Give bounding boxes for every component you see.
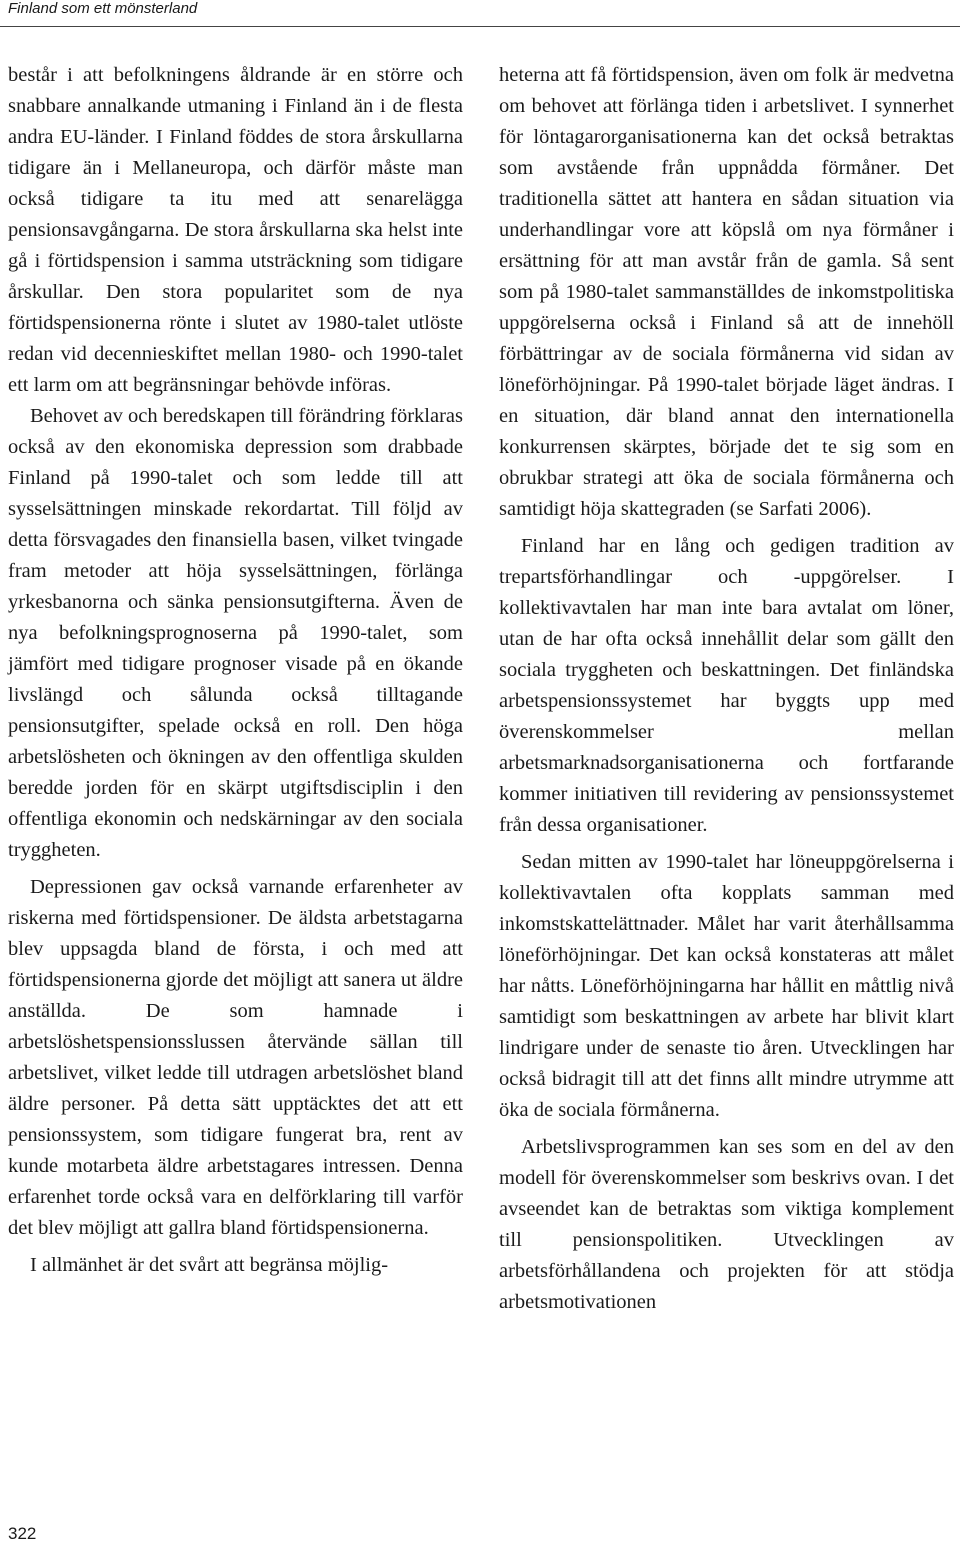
left-paragraph-4: I allmänhet är det svårt att begränsa möjlig- [30, 1254, 389, 1276]
right-paragraph-3: Sedan mitten av 1990-talet har löneuppgörelserna i kollektivavtalen ofta kopplats samman med inkomstskattelättnader. Målet har varit återhållsamma löneförhöjningar. Det kan också konstateras att målet har nåtts. Löneförhöjningarna har hållit en måttlig nivå samtidigt som beskattningen av arbete har blivit klart lindrigare under de senaste tio åren. Utvecklingen har också bidragit till att det finns allt mindre utrymme att öka de sociala förmånerna. [499, 851, 954, 1121]
left-column [8, 60, 463, 1281]
left-paragraph-3: Depressionen gav också varnande erfarenheter av riskerna med förtidspensioner. De äldsta arbetstagarna blev uppsagda bland de första, i och med att förtidspensionerna gjorde det möjligt att sanera ut äldre anställda. De som hamnade i arbetslöshetspensionsslussen återvände sällan till arbetslivet, vilket ledde till utdragen arbetslöshet bland äldre personer. På detta sätt upptäcktes det att ett pensionssystem, som tidigare fungerat bra, rent av kunde motarbeta äldre arbetstagares intressen. Denna erfarenhet torde också vara en delförklaring till varför det blev möjligt att gallra bland förtidspensionerna. [8, 876, 463, 1239]
page-number: 322 [8, 1524, 37, 1543]
right-paragraph-1: heterna att få förtidspension, även om folk är medvetna om behovet att förlänga tiden i arbetslivet. I synnerhet för löntagarorganisationerna kan det också betraktas som avstående från uppnådda förmåner. Det traditionella sättet att hantera en sådan situation via underhandlingar vore att köpslå om nya förmåner i ersättning för att man avstår från de gamla. Så sent som på 1980-talet sammanställdes de inkomstpolitiska uppgörelserna också i Finland så att de innehöll förbättringar av de sociala förmånerna vid sidan av löneförhöjningar. På 1990-talet började läget ändras. I en situation, där bland annat den internationella konkurrensen skärptes, började det te sig som en obrukbar strategi att öka de sociala förmånerna och samtidigt höja skattegraden (se Sarfati 2006). [499, 64, 954, 520]
left-paragraph-2: Behovet av och beredskapen till förändring förklaras också av den ekonomiska depression som drabbade Finland på 1990-talet och som ledde till att sysselsättningen minskade rekordartat. Till följd av detta försvagades den finansiella basen, vilket tvingade fram metoder att höja sysselsättningen, förlänga yrkesbanorna och sänka pensionsutgifterna. Även de nya befolkningsprognoserna på 1990-talet, som jämfört med tidigare prognoser visade på en ökande livslängd och sålunda också tilltagande pensionsutgifter, spelade också en roll. Den höga arbetslösheten och ökningen av den offentliga skulden beredde jorden för en skärpt utgiftsdisciplin i den offentliga ekonomin och nedskärningar av den sociala tryggheten. [8, 405, 463, 861]
right-paragraph-2: Finland har en lång och gedigen tradition av trepartsförhandlingar och -uppgörelser. I kollektivavtalen har man inte bara avtalat om löner, utan de har ofta också innehållit delar som gällt den sociala tryggheten och beskattningen. Det finländska arbetspensionssystemet har byggts upp med överenskommelser mellan arbetsmarknadsorganisationerna och fortfarande kommer initiativen till revidering av pensionssystemet från dessa organisationer. [499, 535, 954, 836]
header-rule [0, 26, 960, 27]
right-paragraph-4: Arbetslivsprogrammen kan ses som en del av den modell för överenskommelser som beskrivs ovan. I det avseendet kan de betraktas som viktiga komplement till pensionspolitiken. Utvecklingen av arbetsförhållandena och projekten för att stödja arbetsmotivationen [499, 1136, 954, 1313]
right-column [499, 60, 954, 1318]
left-paragraph-1: består i att befolkningens åldrande är en större och snabbare annalkande utmaning i Finland än i de flesta andra EU-länder. I Finland föddes de stora årskullarna tidigare än i Mellaneuropa, och därför måste man också tidigare ta itu med att senarelägga pensionsavgångarna. De stora årskullarna ska helst inte gå i förtidspension i samma utsträckning som tidigare årskullar. Den stora popularitet som de nya förtidspensionerna rönte i slutet av 1980-talet utlöste redan vid decennieskiftet mellan 1980- och 1990-talet ett larm om att begränsningar behövde införas. [8, 64, 463, 396]
running-title: Finland som ett mönsterland [8, 0, 198, 17]
